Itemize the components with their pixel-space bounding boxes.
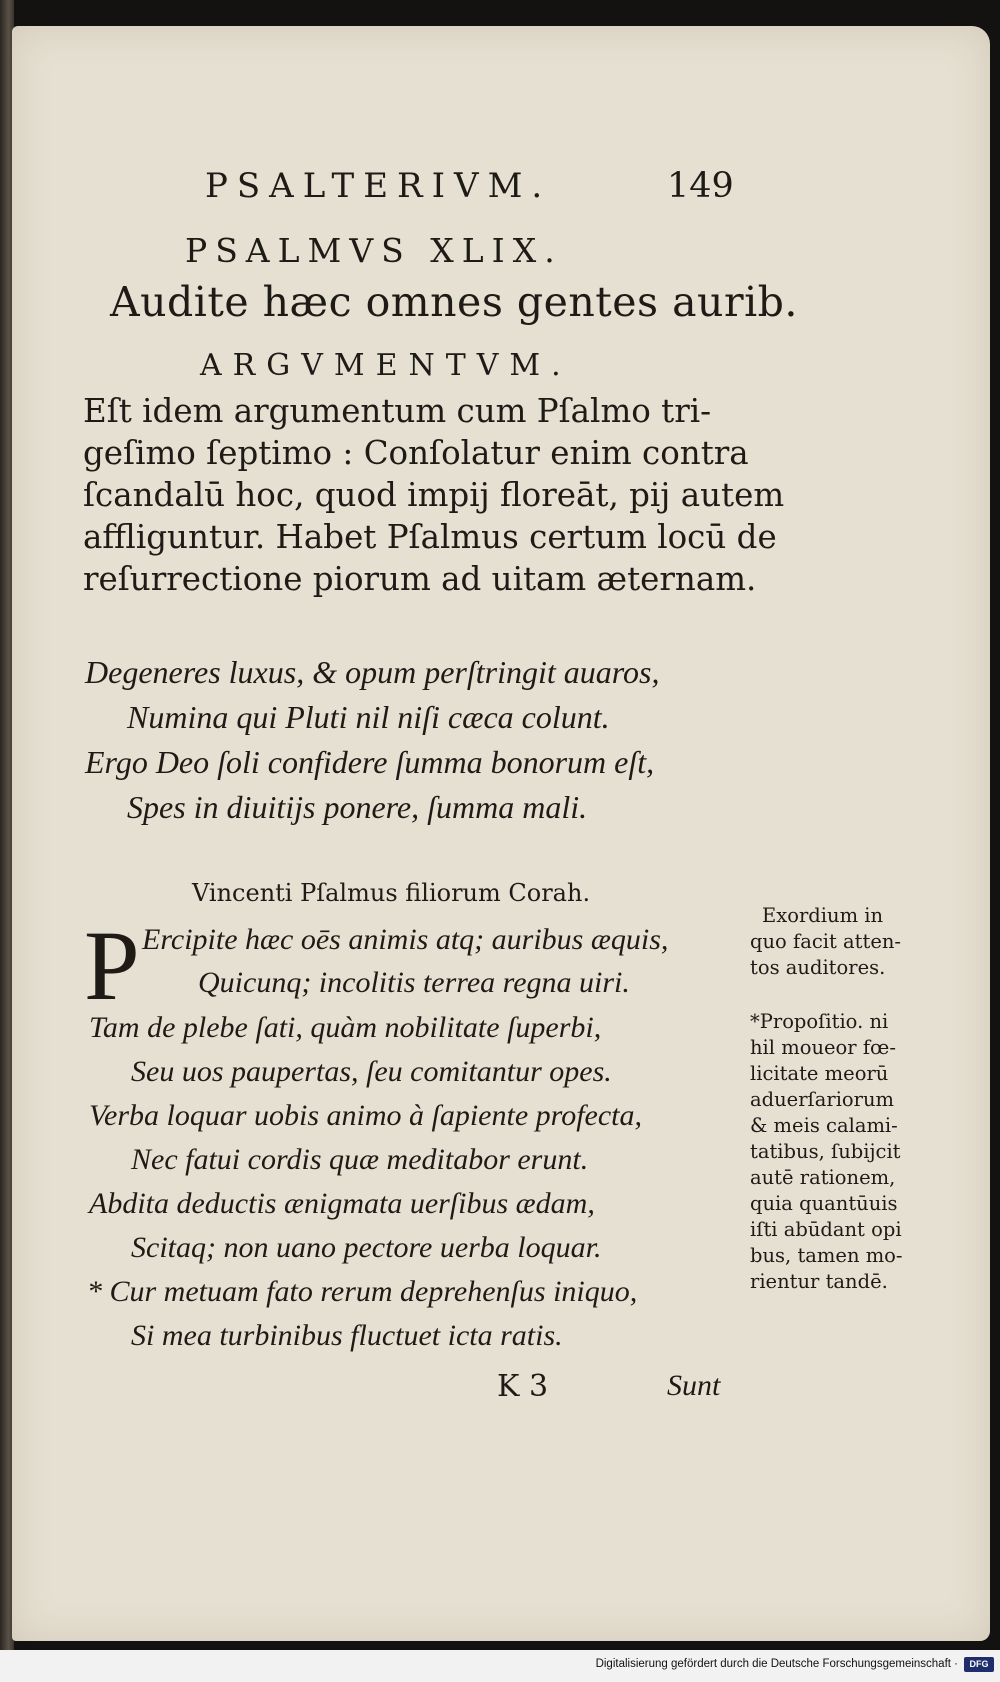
argument-line: Eſt idem argumentum cum Pſalmo tri- — [83, 392, 712, 430]
digitization-credit: Digitalisierung gefördert durch die Deutsche Forschungsgemeinschaft · — [595, 1658, 958, 1670]
dfg-logo: DFG — [964, 1657, 994, 1672]
verse-line: Verba loquar uobis animo à ſapiente profecta, — [89, 1099, 643, 1132]
marginal-note-line: Exordium in — [762, 904, 884, 927]
argument-line: affliguntur. Habet Pſalmus certum locū de — [83, 518, 777, 556]
epigram-line: Degeneres luxus, & opum perſtringit auaros, — [85, 654, 660, 690]
psalm-superscription: Vincenti Pſalmus filiorum Corah. — [192, 879, 591, 907]
verse-line: Seu uos paupertas, ſeu comitantur opes. — [131, 1055, 612, 1088]
book-page — [12, 26, 990, 1641]
drop-cap: P — [84, 910, 140, 1021]
signature-mark: K 3 — [497, 1369, 549, 1404]
marginal-note-line: & meis calami- — [750, 1114, 898, 1137]
verse-line: Abdita deductis ænigmata uerſibus ædam, — [89, 1187, 595, 1220]
marginal-note-line: aduerſariorum — [750, 1088, 895, 1111]
marginal-note-line: hil moueor fœ- — [750, 1036, 896, 1059]
marginal-note-line: bus, tamen mo- — [750, 1244, 903, 1267]
marginal-note-line: iſti abūdant opi — [750, 1218, 902, 1241]
marginal-note-line: tos auditores. — [750, 956, 886, 979]
marginal-note-line: tatibus, ſubijcit — [750, 1140, 901, 1163]
marginal-note-line: rientur tandē. — [750, 1270, 888, 1293]
footer-bar — [0, 1650, 1000, 1682]
epigram-line: Ergo Deo ſoli confidere ſumma bonorum eſt, — [85, 744, 655, 780]
marginal-note-line: *Propoſitio. ni — [750, 1010, 889, 1033]
marginal-note-line: autē rationem, — [750, 1166, 896, 1189]
verse-line: Tam de plebe ſati, quàm nobilitate ſuperbi, — [89, 1011, 602, 1044]
argument-line: ſcandalū hoc, quod impij floreāt, pij autem — [83, 476, 785, 514]
verse-line: Quicunq; incolitis terrea regna uiri. — [198, 966, 630, 999]
psalm-incipit: Audite hæc omnes gentes aurib. — [110, 278, 798, 326]
epigram-line: Spes in diuitijs ponere, ſumma mali. — [127, 789, 588, 825]
verse-line: Si mea turbinibus fluctuet icta ratis. — [131, 1319, 563, 1352]
marginal-note-line: quo facit atten- — [750, 930, 902, 953]
epigram-line: Numina qui Pluti nil niſi cæca colunt. — [127, 699, 610, 735]
marginal-note-line: licitate meorū — [750, 1062, 889, 1085]
psalm-title: PSALMVS XLIX. — [185, 231, 563, 270]
verse-line: Ercipite hæc oēs animis atq; auribus æquis, — [142, 923, 669, 956]
argument-heading: ARGVMENTVM. — [200, 348, 572, 383]
marginal-note-line: quia quantūuis — [750, 1192, 898, 1215]
verse-line: Scitaq; non uano pectore uerba loquar. — [131, 1231, 602, 1264]
page-number: 149 — [667, 166, 734, 206]
verse-line: Nec fatui cordis quæ meditabor erunt. — [131, 1143, 589, 1176]
argument-line: reſurrectione piorum ad uitam æternam. — [83, 560, 757, 598]
verse-line: * Cur metuam fato rerum deprehenſus iniquo, — [87, 1275, 638, 1308]
argument-line: geſimo ſeptimo : Conſolatur enim contra — [83, 434, 749, 472]
catchword: Sunt — [667, 1369, 721, 1402]
running-head: PSALTERIVM. — [205, 166, 552, 206]
